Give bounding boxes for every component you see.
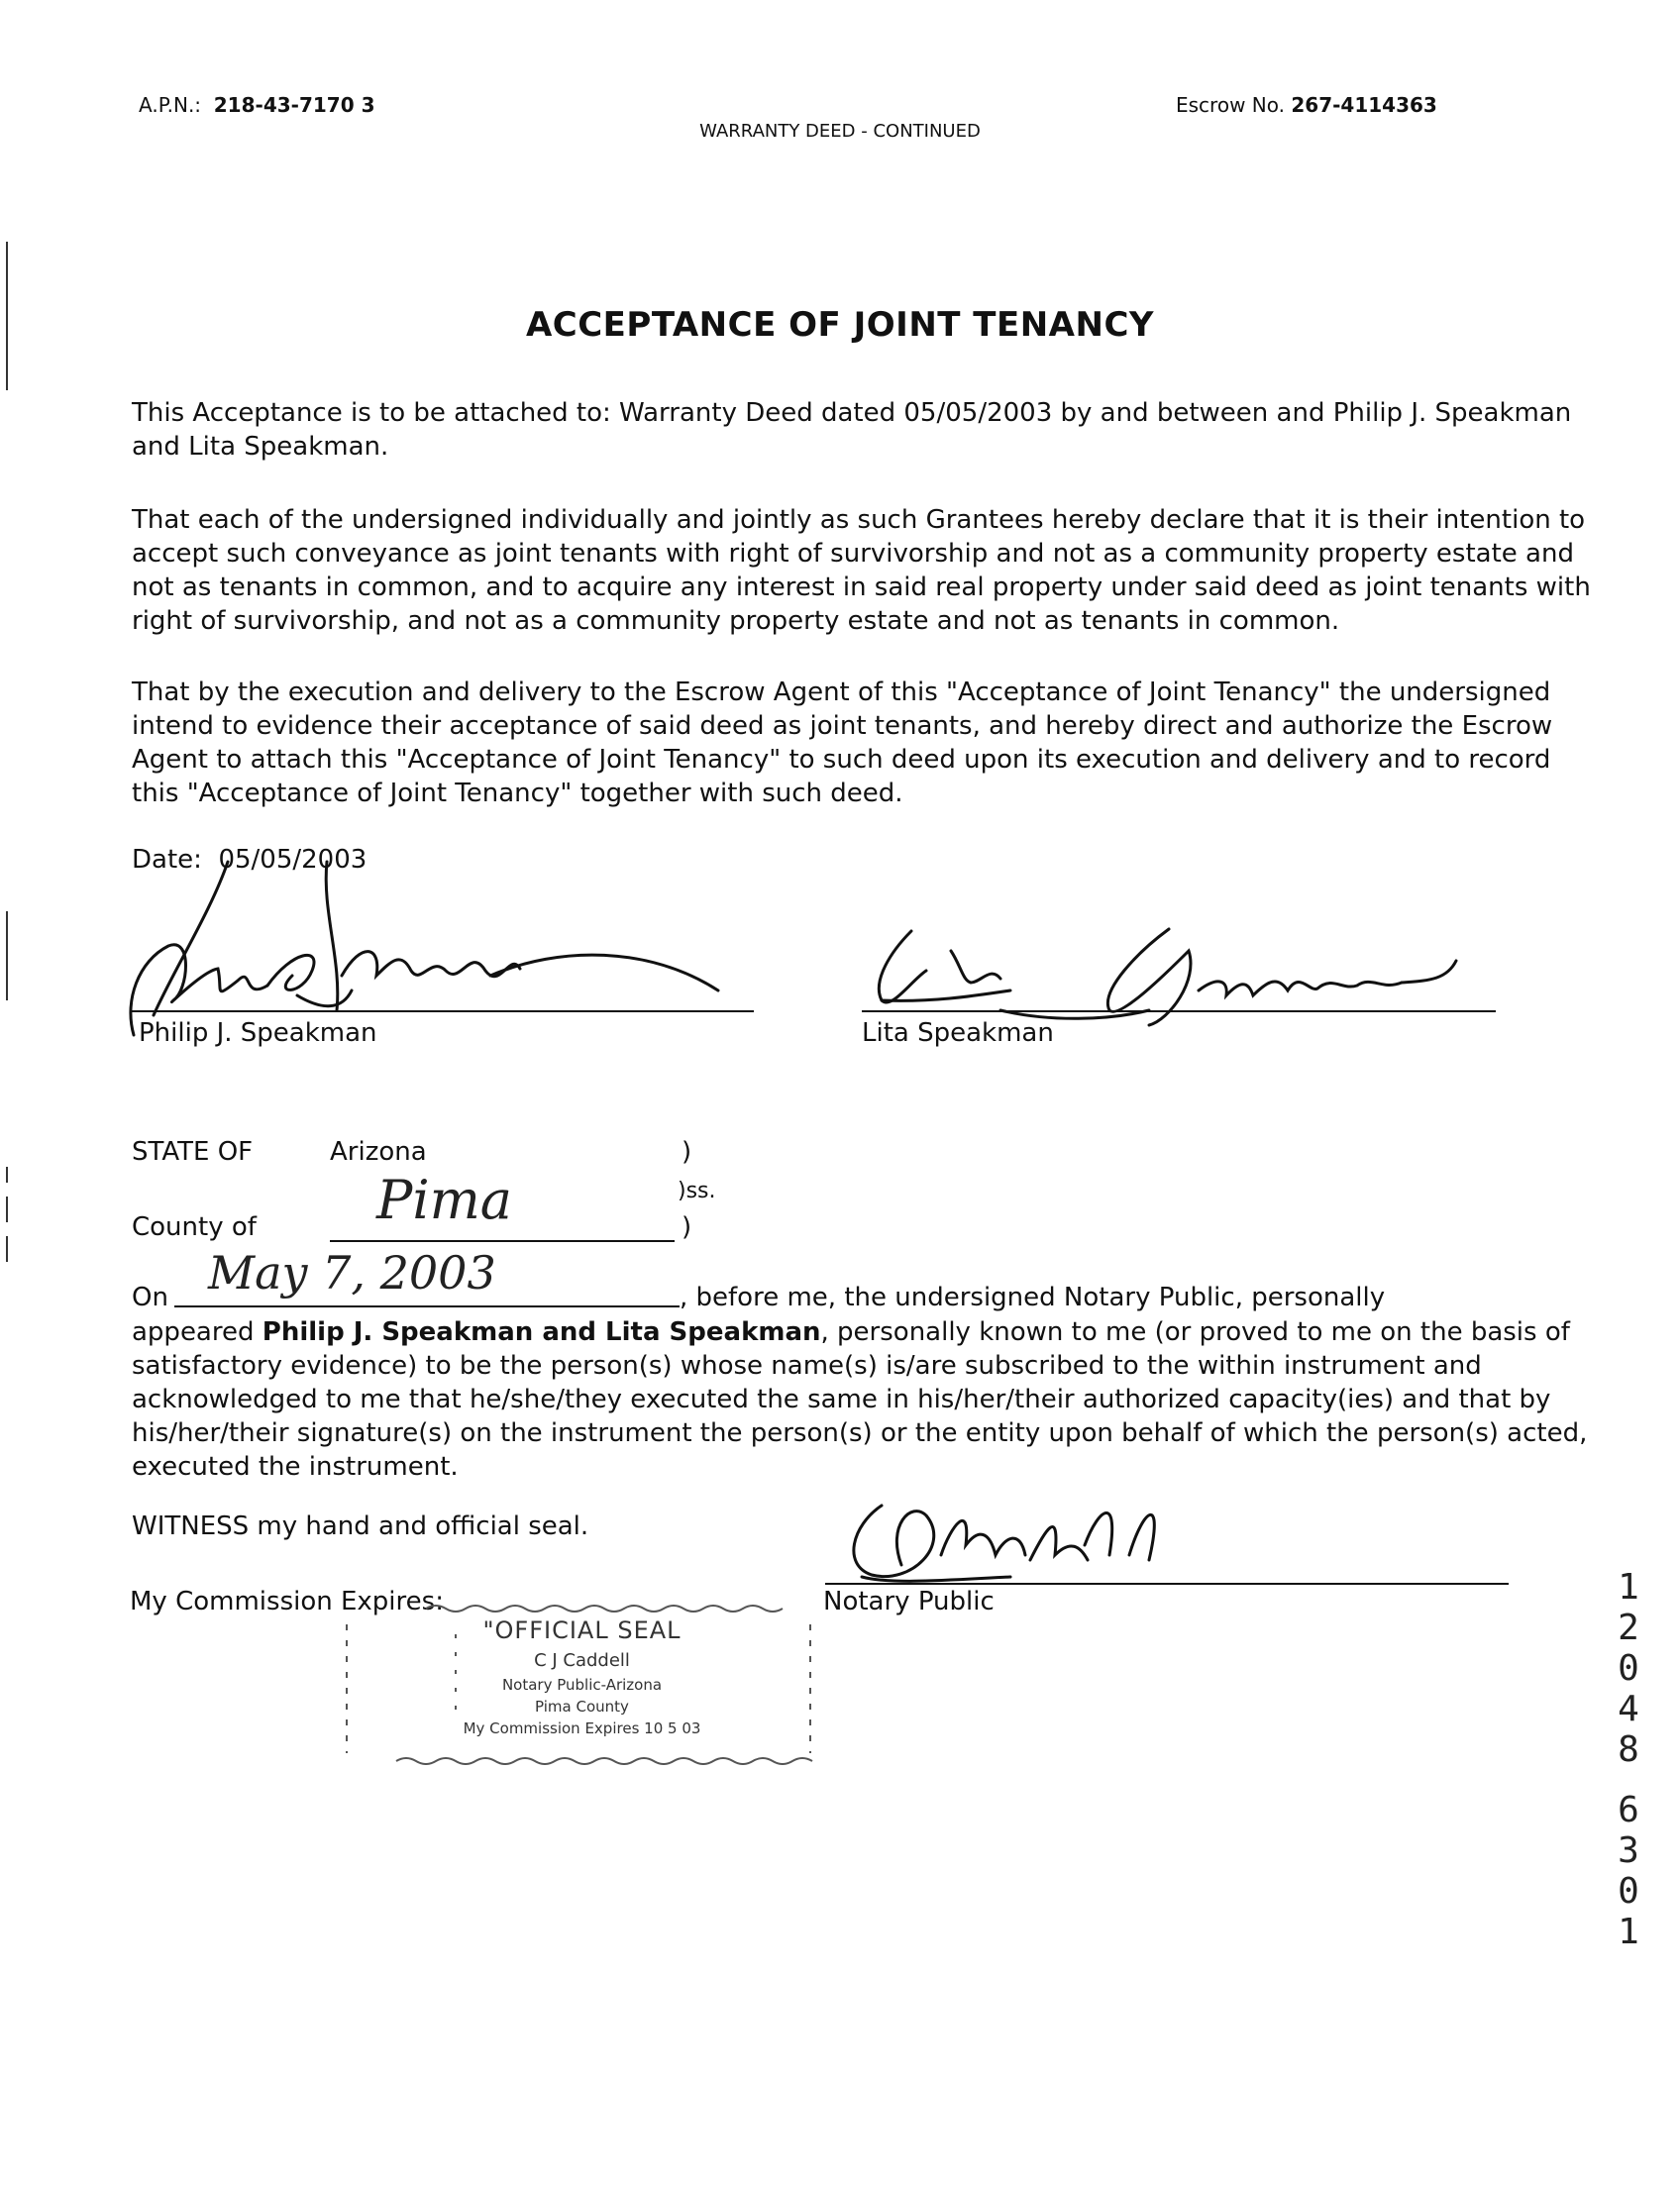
on-label: On <box>132 1283 168 1312</box>
county-value: Pima <box>376 1169 513 1231</box>
paragraph-line: this "Acceptance of Joint Tenancy" together with such deed. <box>132 779 903 808</box>
scan-margin-mark <box>6 1236 8 1262</box>
recording-digit: 2 <box>1618 1608 1639 1648</box>
scan-margin-mark <box>6 911 8 1000</box>
recording-digit: 8 <box>1618 1729 1639 1770</box>
ss-mark: )ss. <box>678 1179 716 1203</box>
acknowledgment-line: executed the instrument. <box>132 1452 459 1482</box>
page-title: ACCEPTANCE OF JOINT TENANCY <box>525 305 1155 345</box>
acknowledgment-line: his/her/their signature(s) on the instrument the person(s) or the entity upon behalf of which the person(s) acted, <box>132 1418 1588 1448</box>
acknowledgment-date: May 7, 2003 <box>208 1246 496 1300</box>
paragraph-line: not as tenants in common, and to acquire any interest in said real property under said deed as joint tenants with <box>132 573 1591 602</box>
seal-notary-name: C J Caddell <box>534 1650 630 1671</box>
acknowledgment-date-line <box>174 1305 680 1307</box>
recording-digit: 6 <box>1618 1790 1639 1830</box>
signature-line-philip <box>132 1010 754 1012</box>
paragraph-attachment <box>132 396 1572 464</box>
appeared-text: appeared <box>132 1317 262 1347</box>
paragraph-line: right of survivorship, and not as a community property estate and not as tenants in common. <box>132 606 1340 636</box>
seal-line: Notary Public-Arizona <box>501 1676 663 1694</box>
signature-notary <box>832 1486 1248 1595</box>
date-value: 05/05/2003 <box>218 845 368 875</box>
recording-digit: 3 <box>1618 1830 1639 1871</box>
scan-margin-mark <box>6 1197 8 1222</box>
appeared-rest: , personally known to me (or proved to me on the basis of <box>820 1317 1570 1347</box>
notary-seal <box>337 1595 827 1765</box>
acknowledgment-line: satisfactory evidence) to be the person(s) whose name(s) is/are subscribed to the within instrument and <box>132 1351 1482 1381</box>
signer-name-lita: Lita Speakman <box>862 1018 1054 1048</box>
apn-value: 218-43-7170 3 <box>213 93 375 117</box>
signature-line-lita <box>862 1010 1496 1012</box>
paragraph-authorization <box>132 676 1553 810</box>
seal-line: Pima County <box>535 1698 629 1716</box>
recording-spacer <box>1609 1770 1648 1790</box>
apn-label: A.P.N.: <box>139 93 202 117</box>
recording-number <box>1609 1567 1648 1952</box>
notary-signature-line <box>825 1583 1509 1585</box>
venue-paren: ) <box>682 1212 692 1242</box>
commission-label: My Commission Expires: <box>130 1587 444 1616</box>
acknowledgment-body <box>132 1315 1588 1484</box>
paragraph-line: This Acceptance is to be attached to: Warranty Deed dated 05/05/2003 by and between and Philip J. Speakman <box>132 398 1572 428</box>
paragraph-line: That by the execution and delivery to the Escrow Agent of this "Acceptance of Joint Tenancy" the undersigned <box>132 677 1551 707</box>
appeared-names: Philip J. Speakman and Lita Speakman <box>262 1317 821 1347</box>
acknowledgment-line: acknowledged to me that he/she/they executed the same in his/her/their authorized capacity(ies) and that by <box>132 1385 1551 1414</box>
county-line <box>330 1240 675 1242</box>
scan-margin-mark <box>6 1167 8 1183</box>
recording-digit: 0 <box>1618 1648 1639 1689</box>
paragraph-line: That each of the undersigned individually and jointly as such Grantees hereby declare that it is their intention to <box>132 505 1586 535</box>
county-label: County of <box>132 1212 257 1242</box>
paragraph-line: intend to evidence their acceptance of said deed as joint tenants, and hereby direct and authorize the Escrow <box>132 711 1553 741</box>
venue-paren: ) <box>682 1137 692 1167</box>
paragraph-declaration <box>132 503 1591 638</box>
recording-digit: 0 <box>1618 1871 1639 1912</box>
seal-title: "OFFICIAL SEAL <box>482 1616 682 1644</box>
witness-text: WITNESS my hand and official seal. <box>132 1511 589 1541</box>
state-label: STATE OF <box>132 1137 254 1167</box>
paragraph-line: and Lita Speakman. <box>132 432 389 462</box>
apn <box>139 93 375 117</box>
state-value: Arizona <box>330 1137 427 1167</box>
recording-digit: 4 <box>1618 1689 1639 1729</box>
escrow-label: Escrow No. <box>1176 93 1285 117</box>
recording-digit: 1 <box>1618 1567 1639 1608</box>
date-label: Date: <box>132 845 202 875</box>
signer-name-philip: Philip J. Speakman <box>139 1018 377 1048</box>
paragraph-line: Agent to attach this "Acceptance of Joint Tenancy" to such deed upon its execution and delivery and to record <box>132 745 1551 775</box>
recording-digit: 1 <box>1618 1912 1639 1952</box>
document-subtitle: WARRANTY DEED - CONTINUED <box>699 121 981 142</box>
notary-label: Notary Public <box>823 1587 995 1616</box>
paragraph-line: accept such conveyance as joint tenants with right of survivorship and not as a community property estate and <box>132 539 1574 569</box>
acknowledgment-line <box>132 1315 1570 1349</box>
seal-line: My Commission Expires 10 5 03 <box>463 1719 701 1737</box>
escrow-value: 267-4114363 <box>1291 93 1437 117</box>
escrow-number <box>1176 93 1437 117</box>
acknowledgment-line: , before me, the undersigned Notary Public, personally <box>680 1283 1386 1312</box>
